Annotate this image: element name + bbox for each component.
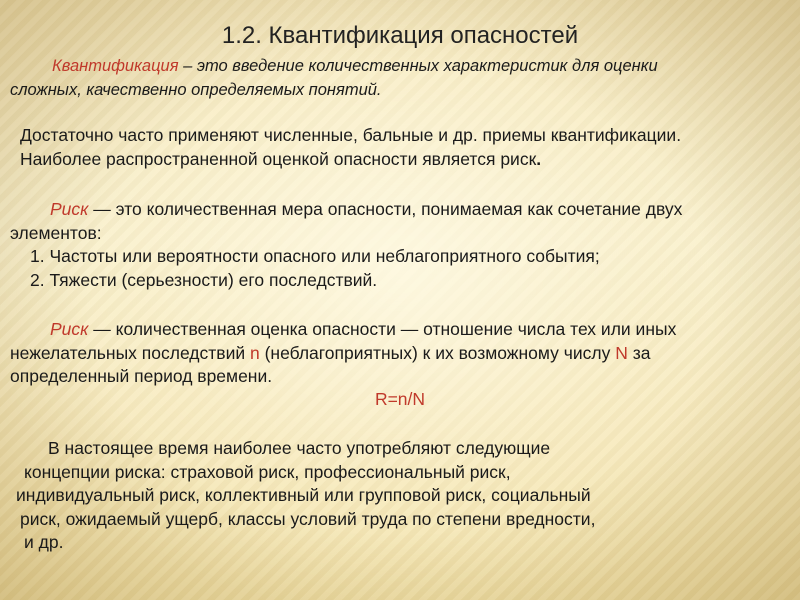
risk-ratio-line-2	[10, 342, 792, 366]
slide-title: 1.2. Квантификация опасностей	[221, 22, 579, 49]
risk-ratio-text-c: за	[627, 342, 651, 363]
quantification-definition	[10, 55, 792, 102]
risk-formula: R=n/N	[374, 389, 426, 409]
risk-ratio-rest: — количественная оценка опасности — отношение числа тех или иных	[88, 319, 677, 339]
paragraph-methods	[20, 124, 800, 171]
risk-term: Риск	[50, 199, 89, 219]
methods-line-2	[20, 148, 800, 172]
methods-line-1: Достаточно часто применяют численные, бальные и др. приемы квантификации.	[20, 125, 682, 145]
risk-ratio-text-b: (неблагоприятных) к их возможному числу	[259, 342, 616, 363]
methods-line-2-period: .	[536, 148, 542, 169]
definition-term: Квантификация	[52, 57, 179, 75]
paragraph-risk-definition	[10, 198, 792, 292]
concepts-line-5: и др.	[24, 532, 64, 552]
concepts-line-2: концепции риска: страховой риск, профессиональный риск,	[24, 461, 511, 482]
paragraph-risk-ratio	[10, 318, 792, 389]
concepts-line-4: риск, ожидаемый ущерб, классы условий труда по степени вредности,	[20, 508, 596, 529]
risk-ratio-line-1	[10, 318, 792, 342]
paragraph-risk-concepts	[10, 437, 792, 555]
definition-rest: – это введение количественных характеристик для оценки	[178, 57, 658, 75]
variable-n: n	[249, 342, 260, 363]
concepts-line-1: В настоящее время наиболее часто употребляют следующие	[48, 438, 551, 458]
risk-def-line-2: элементов:	[10, 222, 102, 243]
risk-element-2: 2. Тяжести (серьезности) его последствий.	[30, 269, 378, 290]
methods-line-2-text: Наиболее распространенной оценкой опасности является риск	[20, 148, 537, 169]
risk-ratio-text-a: нежелательных последствий	[10, 342, 250, 363]
concepts-line-3: индивидуальный риск, коллективный или групповой риск, социальный	[16, 485, 591, 505]
risk-def-line-1	[10, 198, 792, 222]
variable-N: N	[615, 342, 628, 363]
risk-element-1: 1. Частоты или вероятности опасного или неблагоприятного события;	[30, 246, 600, 266]
risk-ratio-line-3: определенный период времени.	[10, 366, 273, 386]
definition-line-1	[10, 55, 792, 79]
risk-term-2: Риск	[50, 319, 89, 339]
risk-def-rest: — это количественная мера опасности, понимаемая как сочетание двух	[88, 199, 683, 219]
definition-line-2: сложных, качественно определяемых понятий.	[10, 80, 382, 99]
